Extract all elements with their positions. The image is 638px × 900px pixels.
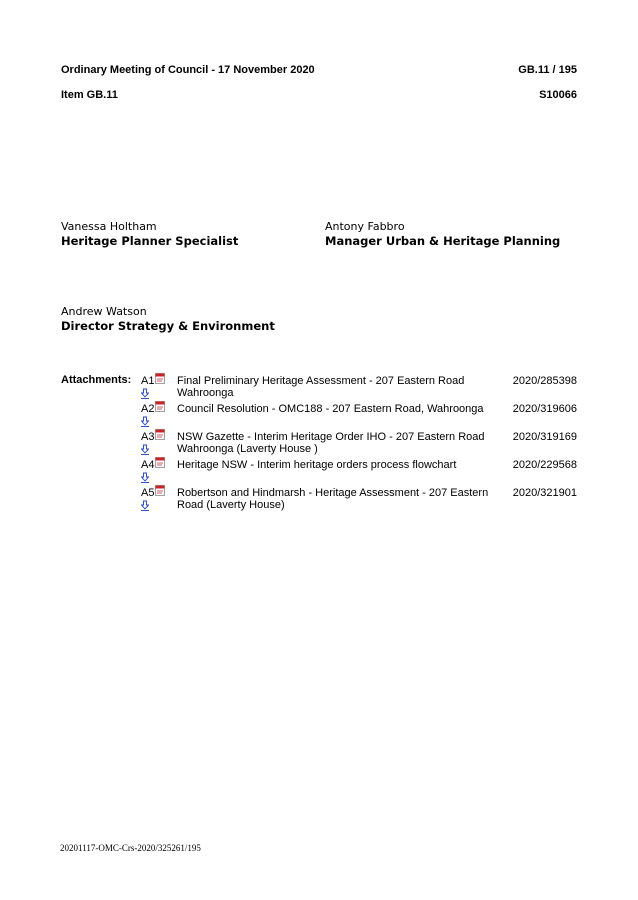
download-arrow-icon[interactable]: [141, 472, 149, 483]
attachment-number: A1: [141, 375, 155, 387]
attachment-reference: 2020/285398: [512, 375, 577, 387]
attachment-reference: 2020/229568: [512, 459, 577, 471]
attachment-row: [0, 402, 638, 430]
attachment-description: Final Preliminary Heritage Assessment - 207 Eastern Road Wahroonga: [177, 375, 465, 399]
attachment-reference: 2020/319169: [512, 431, 577, 443]
document-footer-id: 20201117-OMC-Crs-2020/325261/195: [60, 843, 201, 853]
attachment-row: [0, 486, 638, 514]
pdf-file-icon[interactable]: [155, 401, 165, 412]
attachment-row: [0, 374, 638, 402]
attachment-description: Heritage NSW - Interim heritage orders process flowchart: [177, 459, 457, 471]
attachment-row: [0, 430, 638, 458]
download-arrow-icon[interactable]: [141, 444, 149, 455]
attachment-number: A2: [141, 403, 155, 415]
signatory-title: Manager Urban & Heritage Planning: [325, 234, 561, 248]
attachment-number: A3: [141, 431, 155, 443]
pdf-file-icon[interactable]: [155, 429, 165, 440]
attachment-description: NSW Gazette - Interim Heritage Order IHO - 207 Eastern Road Wahroonga (Laverty House ): [177, 431, 485, 455]
attachment-row: [0, 458, 638, 486]
attachment-number: A4: [141, 459, 155, 471]
pdf-file-icon[interactable]: [155, 373, 165, 384]
attachment-reference: 2020/319606: [512, 403, 577, 415]
page-reference: GB.11 / 195: [518, 64, 577, 76]
pdf-file-icon[interactable]: [155, 457, 165, 468]
signatory-title: Heritage Planner Specialist: [61, 234, 239, 248]
signatory-name: Andrew Watson: [61, 305, 147, 318]
download-arrow-icon[interactable]: [141, 500, 149, 511]
download-arrow-icon[interactable]: [141, 388, 149, 399]
item-number: Item GB.11: [61, 89, 118, 101]
attachments-label: Attachments:: [61, 374, 132, 386]
attachment-reference: 2020/321901: [512, 487, 577, 499]
signatory-name: Vanessa Holtham: [61, 220, 157, 233]
pdf-file-icon[interactable]: [155, 485, 165, 496]
signatory-name: Antony Fabbro: [325, 220, 405, 233]
meeting-title: Ordinary Meeting of Council - 17 November 2020: [61, 64, 315, 76]
attachment-description: Council Resolution - OMC188 - 207 Eastern Road, Wahroonga: [177, 403, 484, 415]
download-arrow-icon[interactable]: [141, 416, 149, 427]
file-reference: S10066: [539, 89, 577, 101]
attachment-number: A5: [141, 487, 155, 499]
attachment-description: Robertson and Hindmarsh - Heritage Assessment - 207 Eastern Road (Laverty House): [177, 487, 489, 511]
signatory-title: Director Strategy & Environment: [61, 319, 275, 333]
